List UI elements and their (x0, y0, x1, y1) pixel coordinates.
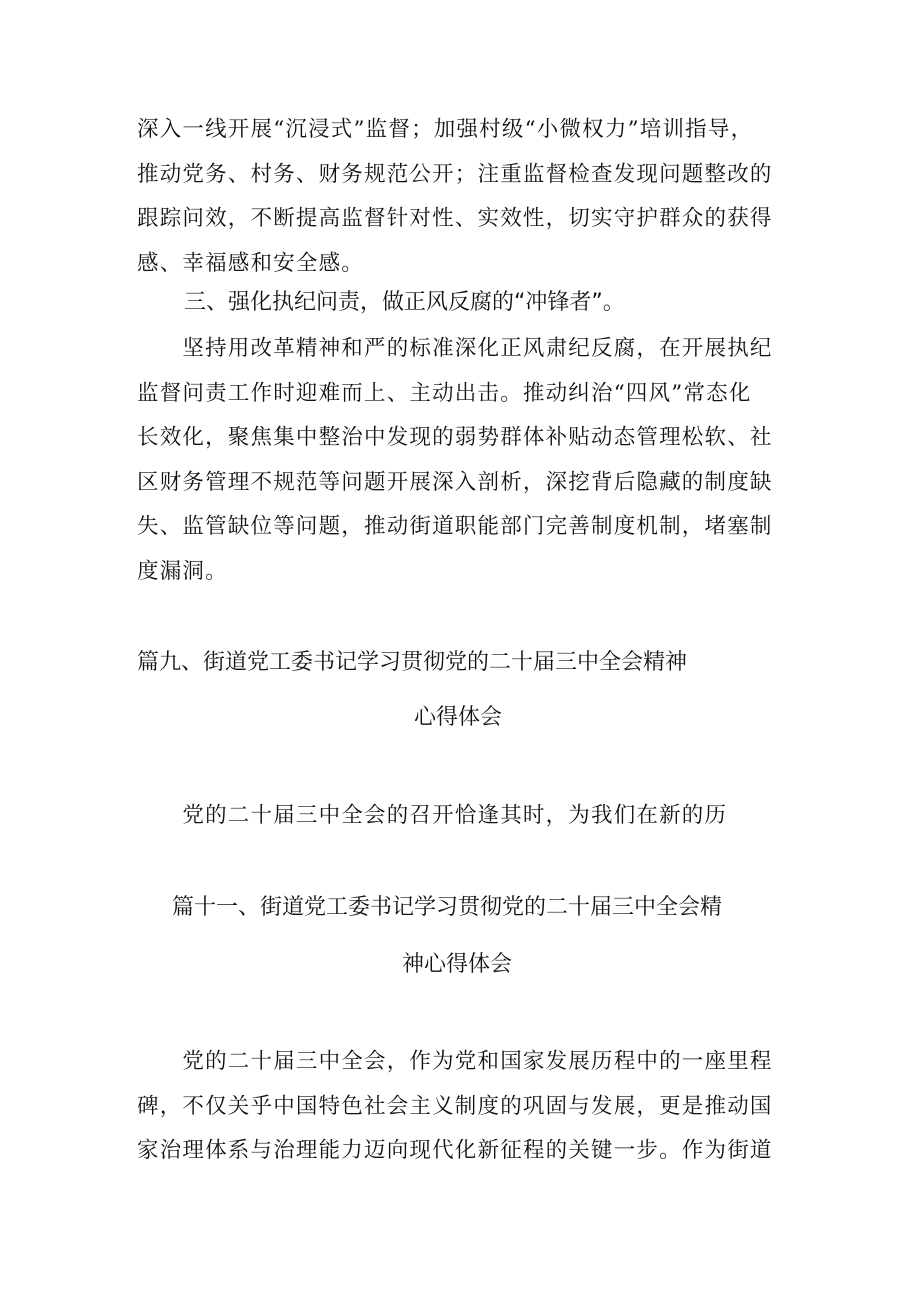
text-line: 失、监管缺位等问题，推动街道职能部门完善制度机制，堵塞制 (137, 514, 773, 539)
chapter11-title-line2: 神心得体会 (402, 952, 513, 977)
paragraph-chapter11 (137, 1040, 797, 1174)
text-line: 坚持用改革精神和严的标准深化正风肃纪反腐，在开展执纪 (137, 336, 773, 361)
text-line: 长效化，聚焦集中整治中发现的弱势群体补贴动态管理松软、社 (137, 425, 773, 450)
paragraph-supervision (137, 108, 797, 286)
text-line: 党的二十届三中全会的召开恰逢其时，为我们在新的历 (137, 803, 728, 828)
text-line: 跟踪问效，不断提高监督针对性、实效性，切实守护群众的获得 (137, 206, 773, 231)
text-line: 推动党务、村务、财务规范公开；注重监督检查发现问题整改的 (137, 161, 773, 187)
text-line: 区财务管理不规范等问题开展深入剖析，深挖背后隐藏的制度缺 (137, 469, 773, 495)
chapter9-title-line1: 篇九、街道党工委书记学习贯彻党的二十届三中全会精神 (137, 650, 688, 675)
chapter11-title-line1: 篇十一、街道党工委书记学习贯彻党的二十届三中全会精 (172, 895, 723, 920)
text-line: 家治理体系与治理能力迈向现代化新征程的关键一步。作为街道 (137, 1138, 773, 1163)
text-line: 深入一线开展“沉浸式”监督；加强村级“小微权力”培训指导， (137, 117, 754, 142)
text-line: 度漏洞。 (137, 558, 228, 584)
text-line: 监督问责工作时迎难而上、主动出击。推动纠治“四风”常态化 (137, 380, 752, 406)
chapter9-title-line2: 心得体会 (414, 705, 503, 730)
chapter9-first-line (137, 794, 797, 839)
text-line: 党的二十届三中全会，作为党和国家发展历程中的一座里程 (137, 1049, 773, 1074)
text-line: 感、幸福感和安全感。 (137, 250, 365, 276)
paragraph-discipline (137, 327, 797, 594)
section-three-heading: 三、强化执纪问责，做正风反腐的“冲锋者”。 (184, 290, 625, 315)
text-line: 碑，不仅关乎中国特色社会主义制度的巩固与发展，更是推动国 (137, 1093, 773, 1119)
